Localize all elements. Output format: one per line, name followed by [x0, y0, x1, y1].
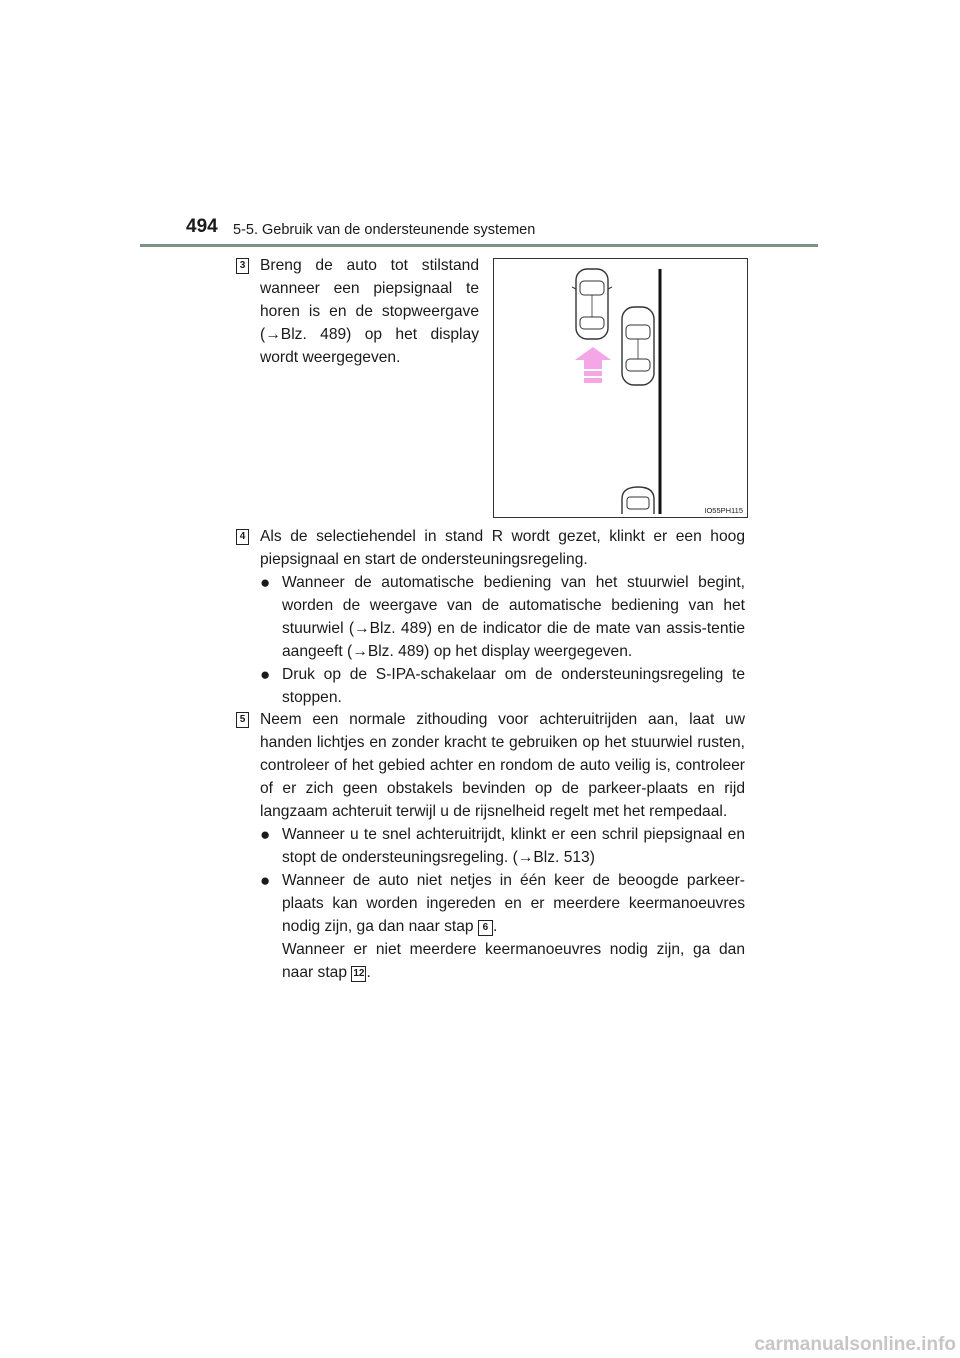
- bullet-icon: ●: [260, 665, 271, 684]
- parked-vehicle-icon: [622, 307, 654, 385]
- bullet-icon: ●: [260, 871, 271, 890]
- step5-text: Neem een normale zithouding voor achteruitrijden aan, laat uw handen lichtjes en zonder kracht te gebruiken op het stuurwiel rusten, controleer of het gebied achter en rondom de auto veilig is, controleer of er zich geen obstakels bevinden op de parkeer-plaats en rijd langzaam achteruit terwijl u de rijsnelheid regelt met het rempedaal.: [260, 711, 745, 820]
- step-marker-3: 3: [236, 258, 249, 274]
- bullet-icon: ●: [260, 573, 271, 592]
- list-item: [260, 823, 745, 869]
- step4-bullet-1: Wanneer de automatische bediening van het stuurwiel begint, worden de weergave van de automatische bediening van het stuurwiel (→Blz. 489) en de indicator die de mate van assis-tentie aangeeft (→Blz. 489) op het display weergegeven.: [282, 574, 745, 660]
- step4-text: Als de selectiehendel in stand R wordt gezet, klinkt er een hoog piepsignaal en start de ondersteuningsregeling.: [260, 528, 745, 568]
- step5-bullet-2-line2-end: .: [366, 964, 371, 981]
- figure-code: IO55PH115: [704, 506, 743, 515]
- step5-bullet-2: [282, 869, 745, 984]
- step3-text: Breng de auto tot stilstand wanneer een piepsignaal te horen is en de stopweergave (→Blz. 489) op het display wordt weergegeven.: [260, 257, 479, 366]
- watermark: carmanualsonline.info: [754, 1334, 956, 1355]
- list-item: [260, 869, 745, 984]
- step4-block: [260, 525, 745, 709]
- bullet-icon: ●: [260, 825, 271, 844]
- section-title: 5-5. Gebruik van de ondersteunende systemen: [233, 222, 536, 238]
- step5-block: [260, 708, 745, 984]
- step-marker-5: 5: [236, 712, 249, 728]
- step5-bullet-2-end: .: [492, 918, 498, 935]
- list-item: [260, 663, 745, 709]
- parking-diagram-icon: [494, 259, 749, 519]
- list-item: [260, 571, 745, 663]
- parking-illustration: [493, 258, 748, 518]
- step4-bullet-2: Druk op de S-IPA-schakelaar om de ondersteuningsregeling te stoppen.: [282, 666, 745, 706]
- page-number: 494: [186, 216, 218, 237]
- step-ref-12: 12: [351, 966, 366, 982]
- step5-bullet-2-line2: Wanneer er niet meerdere keermanoeuvres nodig zijn, ga dan naar stap: [282, 941, 745, 981]
- step5-bullet-2-text: Wanneer de auto niet netjes in één keer de beoogde parkeer-plaats kan worden ingereden en er meerdere keermanoeuvres nodig zijn, ga dan naar stap: [282, 872, 745, 935]
- own-vehicle-icon: [572, 269, 612, 339]
- step-marker-4: 4: [236, 529, 249, 545]
- header-rule: [140, 244, 818, 247]
- bottom-vehicle-icon: [622, 487, 654, 514]
- direction-arrow-icon: [575, 347, 611, 383]
- step5-bullet-1: Wanneer u te snel achteruitrijdt, klinkt er een schril piepsignaal en stopt de ondersteuningsregeling. (→Blz. 513): [282, 826, 745, 866]
- step-ref-6: 6: [478, 920, 493, 936]
